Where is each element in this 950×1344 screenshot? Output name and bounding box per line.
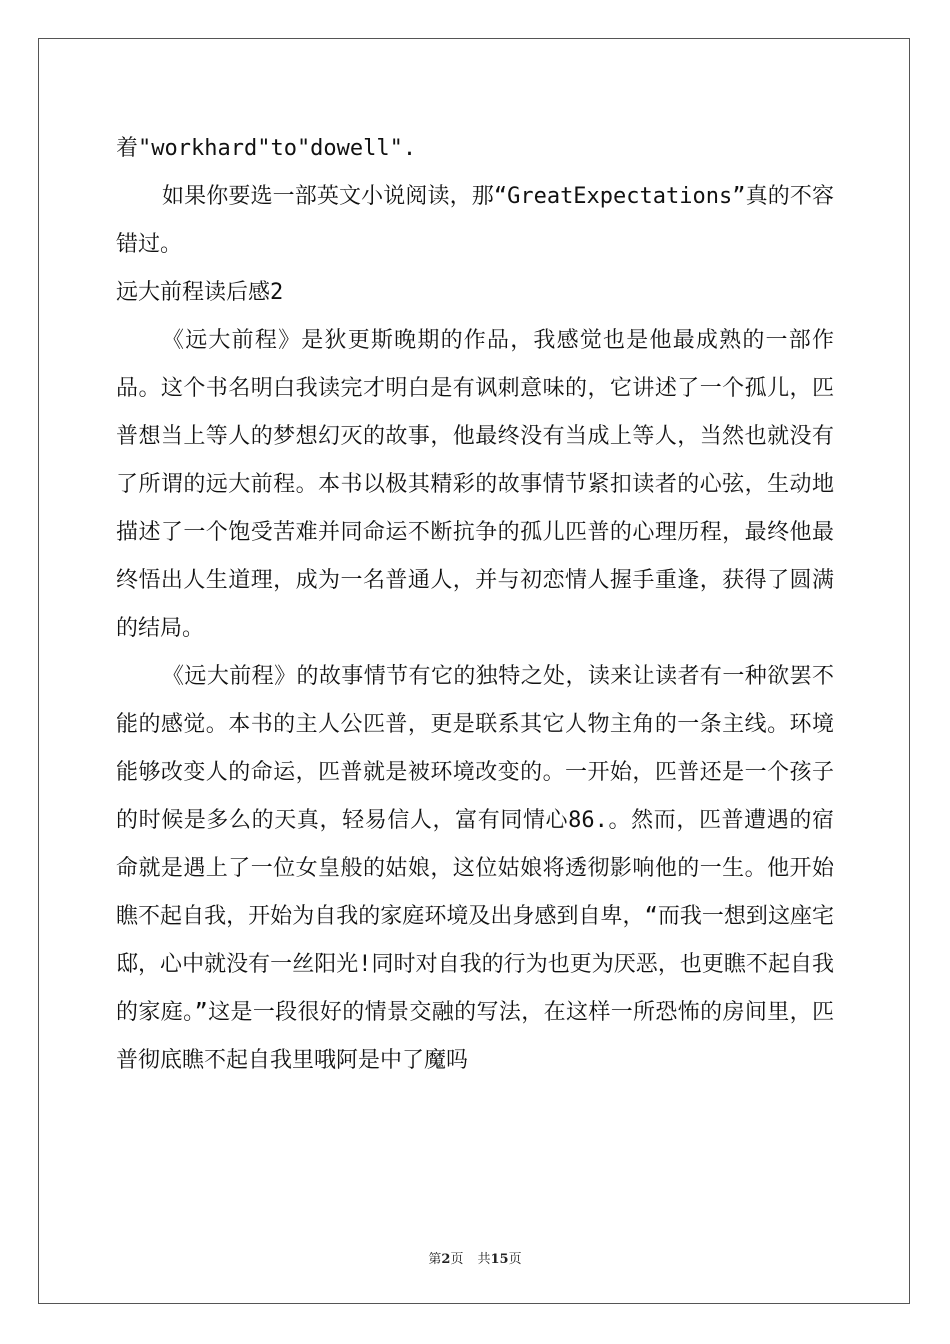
document-body <box>116 125 834 1085</box>
page-footer <box>0 1248 950 1267</box>
footer-total-pages: 15 <box>490 1252 509 1267</box>
footer-page-suffix: 页 <box>450 1252 464 1267</box>
paragraph-intro: 《远大前程》是狄更斯晚期的作品，我感觉也是他最成熟的一部作品。这个书名明白我读完才明白是有讽刺意味的，它讲述了一个孤儿，匹普想当上等人的梦想幻灭的故事，他最终没有当成上等人，当然也就没有了所谓的远大前程。本书以极其精彩的故事情节紧扣读者的心弦，生动地描述了一个饱受苦难并同命运不断抗争的孤儿匹普的心理历程，最终他最终悟出人生道理，成为一名普通人，并与初恋情人握手重逢，获得了圆满的结局。 <box>116 328 834 641</box>
footer-page-prefix: 第 <box>428 1252 442 1267</box>
footer-total-suffix: 页 <box>508 1252 522 1267</box>
paragraph-continuation: 着"workhard"to"dowell". <box>116 136 417 161</box>
paragraph-recommendation: 如果你要选一部英文小说阅读，那“GreatExpectations”真的不容错过。 <box>116 184 834 257</box>
paragraph-analysis: 《远大前程》的故事情节有它的独特之处，读来让读者有一种欲罢不能的感觉。本书的主人公匹普，更是联系其它人物主角的一条主线。环境能够改变人的命运，匹普就是被环境改变的。一开始，匹普还是一个孩子的时候是多么的天真，轻易信人，富有同情心86.。然而，匹普遭遇的宿命就是遇上了一位女皇般的姑娘，这位姑娘将透彻影响他的一生。他开始瞧不起自我，开始为自我的家庭环境及出身感到自卑，“而我一想到这座宅邸，心中就没有一丝阳光!同时对自我的行为也更为厌恶，也更瞧不起自我的家庭。”这是一段很好的情景交融的写法，在这样一所恐怖的房间里，匹普彻底瞧不起自我里哦阿是中了魔吗 <box>116 664 834 1073</box>
footer-page-number: 2 <box>441 1252 451 1267</box>
section-heading: 远大前程读后感2 <box>116 280 284 305</box>
footer-total-prefix: 共 <box>477 1252 491 1267</box>
